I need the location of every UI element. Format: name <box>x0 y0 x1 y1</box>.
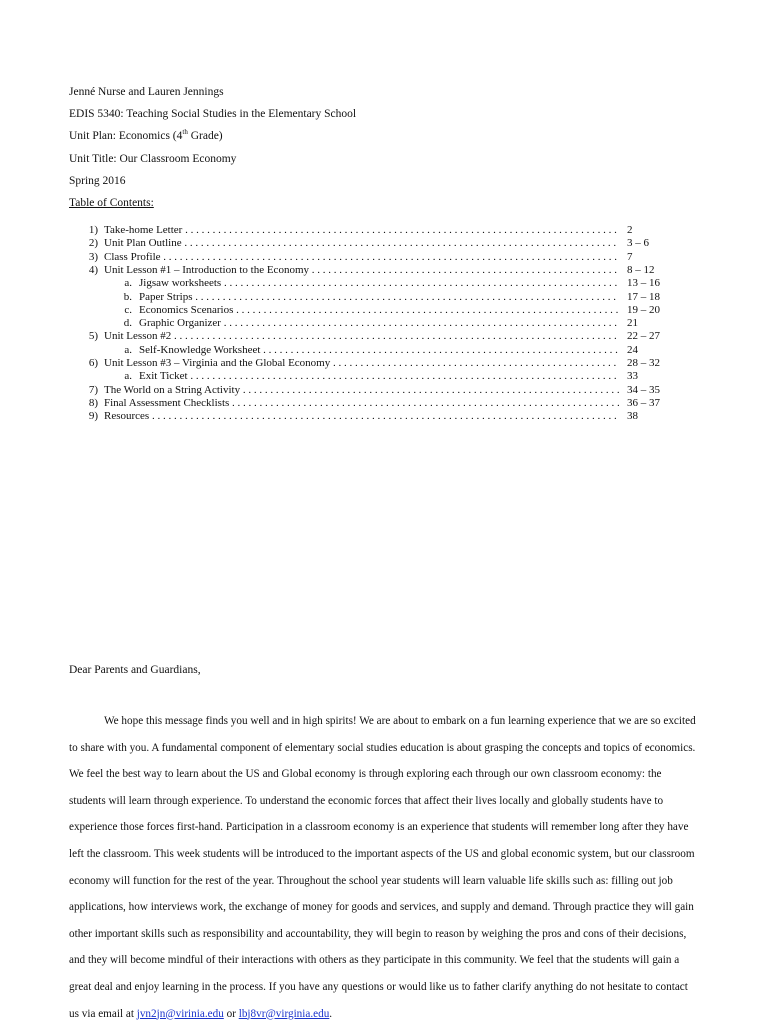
toc-item-page: 33 <box>627 370 638 383</box>
toc-item-label: Unit Lesson #1 – Introduction to the Economy . . . <box>104 264 619 277</box>
toc-item-page: 21 <box>627 317 638 330</box>
toc-item-page: 34 – 35 <box>627 383 660 396</box>
toc-item-number: a. <box>124 277 132 290</box>
toc-item <box>0 251 768 264</box>
toc-item-number: 9) <box>88 410 98 423</box>
toc-item-label: Self-Knowledge Worksheet . . . <box>139 344 619 357</box>
toc-item <box>0 384 768 397</box>
letter-body <box>69 708 699 1024</box>
toc-item-page: 7 <box>627 250 633 263</box>
toc-item-number: a. <box>124 370 132 383</box>
course-line: EDIS 5340: Teaching Social Studies in the Elementary School <box>69 108 357 120</box>
toc-item-page: 22 – 27 <box>627 330 660 343</box>
toc-item-page: 2 <box>627 224 633 236</box>
toc-item <box>0 330 768 343</box>
toc-item-number: 4) <box>88 263 98 276</box>
toc-item-label: Resources . . . <box>104 410 619 423</box>
email-link-2[interactable]: lbj8vr@virginia.edu <box>238 1007 330 1020</box>
toc-item-label: Unit Lesson #3 – Virginia and the Global Economy . . . <box>104 357 619 370</box>
toc-item <box>0 410 768 423</box>
toc-item-label: Jigsaw worksheets . . . <box>139 277 619 290</box>
toc-item-number: 3) <box>88 250 98 263</box>
toc-item-label: The World on a String Activity . . . <box>104 384 619 397</box>
unit-title-line: Unit Title: Our Classroom Economy <box>69 153 237 165</box>
toc-item-number: b. <box>123 290 132 303</box>
toc-item-number: 1) <box>88 224 98 236</box>
toc-item-number: 2) <box>88 237 98 250</box>
toc-item-label: Take-home Letter . . . <box>104 224 619 237</box>
toc-item-number: 6) <box>88 357 98 369</box>
unit-plan-suffix: Grade) <box>187 130 223 142</box>
toc-item-page: 19 – 20 <box>627 303 660 316</box>
letter-end: . <box>329 1007 333 1020</box>
authors-line: Jenné Nurse and Lauren Jennings <box>69 86 224 98</box>
toc-item <box>0 317 768 330</box>
toc-item-label: Exit Ticket . . . <box>139 370 619 383</box>
toc-item-number: 5) <box>88 330 98 343</box>
toc-item <box>0 344 768 357</box>
toc-item-page: 28 – 32 <box>627 357 660 369</box>
toc-item-label: Unit Lesson #2 . . . <box>104 330 619 343</box>
toc-item-page: 17 – 18 <box>627 290 660 303</box>
toc-item-page: 36 – 37 <box>627 396 660 409</box>
toc-item <box>0 370 768 383</box>
toc-item-label: Final Assessment Checklists . . . <box>104 397 619 410</box>
toc-item-page: 13 – 16 <box>627 277 660 290</box>
toc-item <box>0 264 768 277</box>
unit-plan-sup: th <box>182 128 188 137</box>
toc-item-page: 3 – 6 <box>627 237 649 250</box>
letter-or: or <box>223 1007 239 1020</box>
toc-item-label: Graphic Organizer . . . <box>139 317 619 330</box>
toc-item-number: d. <box>123 317 132 330</box>
toc-item <box>0 357 768 370</box>
toc-item-number: a. <box>124 343 132 356</box>
toc-item-label: Economics Scenarios . . . <box>139 304 619 317</box>
term-line: Spring 2016 <box>69 175 126 187</box>
unit-plan-line <box>69 129 223 143</box>
toc-item <box>0 291 768 304</box>
toc-item-number: c. <box>124 303 132 316</box>
toc-item-label: Paper Strips . . . <box>139 291 619 304</box>
email-link-1[interactable]: jvn2jn@virinia.edu <box>136 1007 224 1020</box>
toc-item <box>0 277 768 290</box>
letter-body-text: We hope this message finds you well and in high spirits! We are about to embark on a fun learning experience that we are so excited to share with you. A fundamental component of elementary social studies education is about grasping the concepts and topics of economics. We feel the best way to learn about the US and Global economy is through exploring each through our own classroom economy: the students will learn through experience. To understand the economic forces that affect their lives locally and globally students have to experience those forces first-hand. Participation in a classroom economy is an experience that students will remember long after they have left the classroom. This week students will be introduced to the important aspects of the US and global economic system, but our classroom economy will function for the rest of the year. Throughout the school year students will learn valuable life skills such as: filling out job applications, how interviews work, the exchange of money for goods and services, and supply and demand. Through practice they will gain other important skills such as responsibility and accountability, they will begin to reason by weighing the pros and cons of their decisions, and they will become mindful of their interactions with others as they participate in this community. We feel that the students will gain a great deal and enjoy learning in the process. If you have any questions or would like us to father clarify anything do not hesitate to contact us via email at <box>69 715 696 1020</box>
toc-item-page: 8 – 12 <box>627 263 655 276</box>
toc-item <box>0 224 768 237</box>
toc-title: Table of Contents: <box>69 197 154 209</box>
toc-item-number: 7) <box>88 383 98 396</box>
toc-item-number: 8) <box>88 396 98 409</box>
toc-item-label: Unit Plan Outline . . . <box>104 237 619 250</box>
toc-item-label: Class Profile . . . <box>104 251 619 264</box>
toc-item <box>0 237 768 250</box>
unit-plan-prefix: Unit Plan: Economics (4 <box>69 130 183 142</box>
toc-item-page: 24 <box>627 343 638 356</box>
toc-item-page: 38 <box>627 410 638 423</box>
toc-item <box>0 397 768 410</box>
letter-salutation: Dear Parents and Guardians, <box>69 664 201 676</box>
toc-item <box>0 304 768 317</box>
